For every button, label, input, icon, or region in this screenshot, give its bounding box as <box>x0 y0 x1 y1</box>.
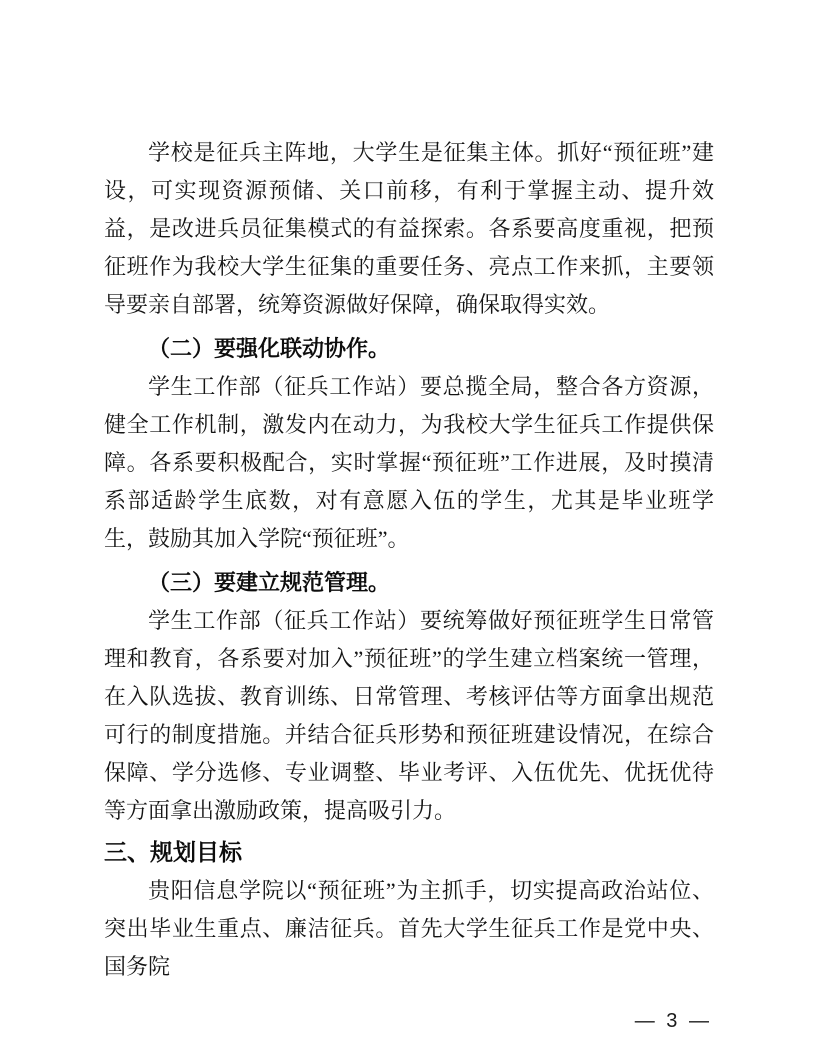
paragraph-preclass-intro: 学校是征兵主阵地，大学生是征集主体。抓好“预征班”建设，可实现资源预储、关口前移，有利于掌握主动、提升效益，是改进兵员征集模式的有益探索。各系要高度重视，把预征班作为我校大学生征集的重要任务、亮点工作来抓，主要领导要亲自部署，统筹资源做好保障，确保取得实效。 <box>104 140 714 317</box>
subheading-section-two: （二）要强化联动协作。 <box>148 336 391 361</box>
subheading-section-three: （三）要建立规范管理。 <box>148 570 391 595</box>
paragraph-planning-goals-body: 贵阳信息学院以“预征班”为主抓手，切实提高政治站位、突出毕业生重点、廉洁征兵。首先大学生征兵工作是党中央、国务院 <box>104 878 714 979</box>
document-content <box>104 134 714 986</box>
page-number: — 3 — <box>634 1010 712 1032</box>
heading-planning-goals: 三、规划目标 <box>104 839 242 865</box>
paragraph-section-three-body: 学生工作部（征兵工作站）要统筹做好预征班学生日常管理和教育，各系要对加入”预征班”的学生建立档案统一管理，在入队选拔、教育训练、日常管理、考核评估等方面拿出规范可行的制度措施。并结合征兵形势和预征班建设情况，在综合保障、学分选修、专业调整、毕业考评、入伍优先、优抚优待等方面拿出激励政策，提高吸引力。 <box>104 608 715 823</box>
paragraph-section-two-body: 学生工作部（征兵工作站）要总揽全局，整合各方资源，健全工作机制，激发内在动力，为我校大学生征兵工作提供保障。各系要积极配合，实时掌握“预征班”工作进展，及时摸清系部适龄学生底数，对有意愿入伍的学生，尤其是毕业班学生，鼓励其加入学院“预征班”。 <box>104 374 714 551</box>
